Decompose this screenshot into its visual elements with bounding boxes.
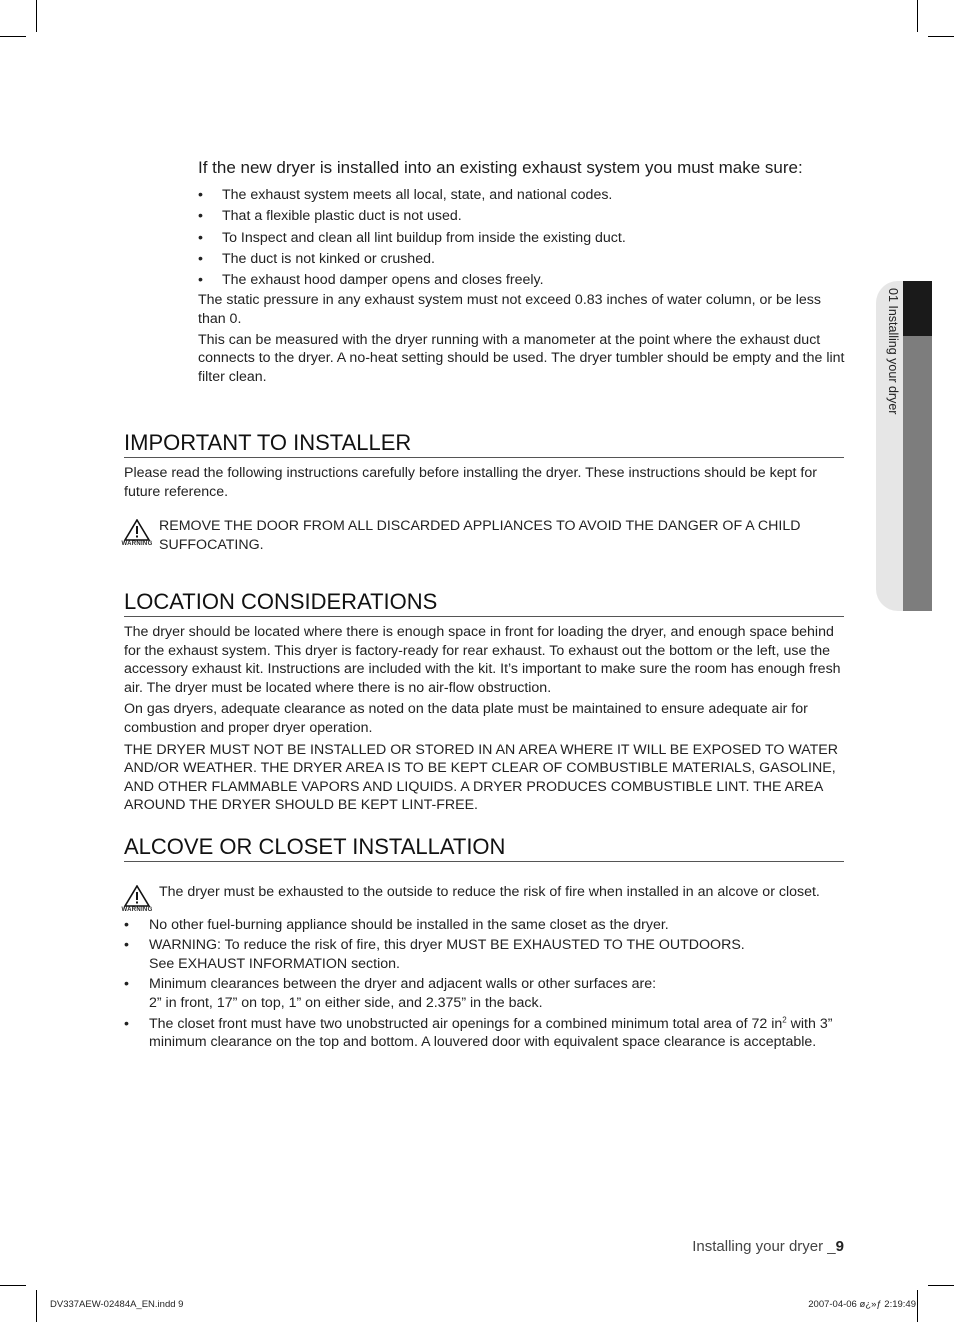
list-item-text: with 3” minimum clearance on the top and bottom. A louvered door with equivalent space clearance is acceptable. xyxy=(149,1015,833,1051)
list-item-text: No other fuel-burning appliance should be installed in the same closet as the dryer. xyxy=(149,916,669,933)
list-item: • That a flexible plastic duct is not used. xyxy=(198,206,848,227)
intro-lead: If the new dryer is installed into an existing exhaust system you must make sure: xyxy=(198,158,803,177)
page-footer xyxy=(692,1238,844,1255)
list-item: • The exhaust system meets all local, state, and national codes. xyxy=(198,185,848,206)
section-heading: ALCOVE OR CLOSET INSTALLATION xyxy=(124,834,844,862)
list-item xyxy=(124,936,844,973)
footer-section: Installing your dryer _ xyxy=(692,1238,836,1255)
print-slug-date: 2007-04-06 ø¿»ƒ 2:19:49 xyxy=(808,1299,916,1310)
list-item: • The exhaust hood damper opens and closes freely. xyxy=(198,270,848,291)
closet-requirements-list xyxy=(124,916,844,1052)
chapter-tab-bar xyxy=(903,336,932,611)
location-section xyxy=(124,589,844,815)
list-item-text: The closet front must have two unobstructed air openings for a combined minimum total area of 72 in xyxy=(149,1015,783,1032)
alcove-section xyxy=(121,834,844,1054)
manometer-paragraph: This can be measured with the dryer running with a manometer at the point where the exhaust duct connects to the dryer. A no-heat setting should be used. The dryer tumbler should be empty and the lint filter clean. xyxy=(198,331,845,385)
exhaust-checklist xyxy=(198,185,848,291)
chapter-tab-marker xyxy=(903,281,932,336)
warning-icon xyxy=(120,885,154,915)
static-pressure-paragraph: The static pressure in any exhaust system must not exceed 0.83 inches of water column, or be less than 0. xyxy=(198,292,821,328)
list-item-text: • Minimum clearances between the dryer and adjacent walls or other surfaces are: xyxy=(149,976,657,993)
superscript: 2 xyxy=(782,1014,787,1024)
chapter-tab-label: 01 Installing your dryer xyxy=(886,288,900,415)
section-body: Please read the following instructions carefully before installing the dryer. These instructions should be kept for future reference. xyxy=(124,465,817,500)
list-item-text: 2” in front, 17” on top, 1” on either side, and 2.375” in the back. xyxy=(149,994,543,1011)
crop-mark xyxy=(928,1285,954,1286)
section-body: On gas dryers, adequate clearance as noted on the data plate must be maintained to ensure adequate air for combustion and proper dryer operation. xyxy=(124,701,808,736)
warning-label: WARNING xyxy=(121,541,153,548)
list-item: • To Inspect and clean all lint buildup from inside the existing duct. xyxy=(198,228,848,249)
list-item: • The duct is not kinked or crushed. xyxy=(198,249,848,270)
section-body: THE DRYER MUST NOT BE INSTALLED OR STORED IN AN AREA WHERE IT WILL BE EXPOSED TO WATER AND/OR WEATHER. THE DRYER AREA IS TO BE KEPT CLEAR OF COMBUSTIBLE MATERIALS, GASOLINE, AND OTHER FLAMMABLE VAPORS AND LIQUIDS. A DRYER PRODUCES COMBUSTIBLE LINT. THE AREA AROUND THE DRYER SHOULD BE KEPT LINT-FREE. xyxy=(124,741,838,814)
list-item xyxy=(124,916,844,935)
section-body: The dryer should be located where there is enough space in front for loading the dryer, and enough space behind for the exhaust system. This dryer is factory-ready for rear exhaust. To exhaust out the bottom or the left, use the accessory exhaust kit. Instructions are included with the kit. It’s important to make sure the room has enough fresh air. The dryer must be located where there is no air-flow obstruction. xyxy=(124,624,841,696)
warning-icon xyxy=(120,519,154,549)
section-heading: IMPORTANT TO INSTALLER xyxy=(124,430,844,458)
warning-callout xyxy=(121,517,844,554)
page-number: 9 xyxy=(835,1238,844,1255)
crop-mark xyxy=(0,1285,26,1286)
crop-mark xyxy=(928,36,954,37)
list-item xyxy=(124,1015,844,1052)
crop-mark xyxy=(917,1290,918,1322)
crop-mark xyxy=(36,0,37,32)
section-heading: LOCATION CONSIDERATIONS xyxy=(124,589,844,617)
list-item-text: • WARNING: To reduce the risk of fire, this dryer MUST BE EXHAUSTED TO THE OUTDOORS. xyxy=(149,937,745,954)
important-section xyxy=(121,430,844,554)
warning-label: WARNING xyxy=(121,907,153,913)
list-item-text: See EXHAUST INFORMATION section. xyxy=(149,955,400,972)
warning-callout xyxy=(121,883,844,913)
crop-mark xyxy=(0,36,26,37)
list-item xyxy=(124,975,844,1012)
print-slug-file: DV337AEW-02484A_EN.indd 9 xyxy=(50,1299,184,1310)
exhaust-system-intro xyxy=(198,156,848,388)
warning-text: The dryer must be exhausted to the outside to reduce the risk of fire when installed in an alcove or closet. xyxy=(159,884,820,900)
warning-text: REMOVE THE DOOR FROM ALL DISCARDED APPLIANCES TO AVOID THE DANGER OF A CHILD SUFFOCATING. xyxy=(159,518,801,553)
crop-mark xyxy=(36,1290,37,1322)
crop-mark xyxy=(917,0,918,32)
